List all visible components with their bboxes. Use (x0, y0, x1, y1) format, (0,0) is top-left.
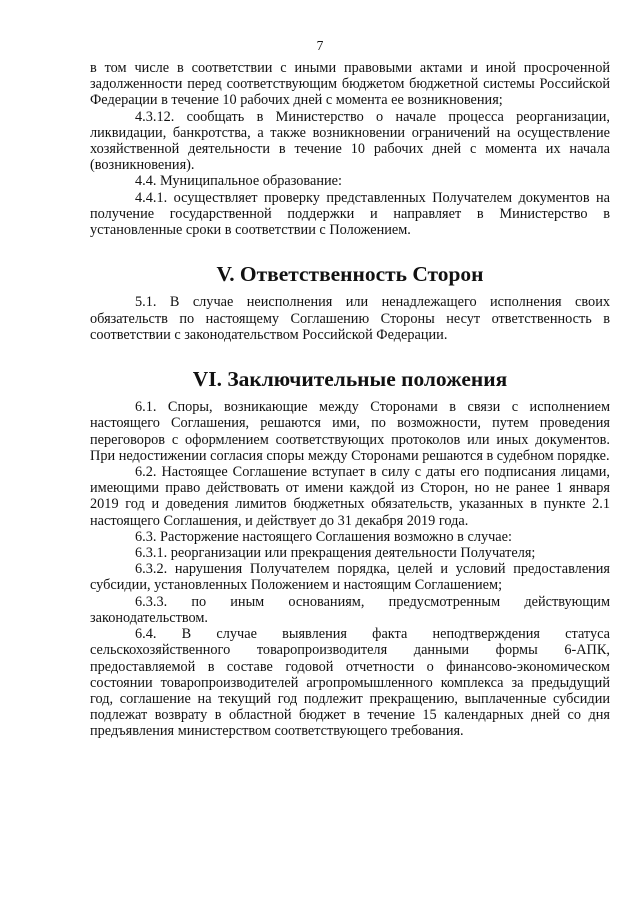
section-5-heading: V. Ответственность Сторон (216, 262, 484, 287)
paragraph-4-4-1: 4.4.1. осуществляет проверку представленных Получателем документов на получение государственной поддержки и направляет в Министерство в установленные сроки в соответствии с Положением. (90, 189, 610, 239)
paragraph-4-4: 4.4. Муниципальное образование: (135, 173, 342, 190)
paragraph-continuation: в том числе в соответствии с иными правовыми актами и иной просроченной задолженности перед соответствующим бюджетом бюджетной системы Российской Федерации в течение 10 рабочих дней с момента ее возникновения; (90, 60, 610, 109)
paragraph-6-3: 6.3. Расторжение настоящего Соглашения возможно в случае: (135, 528, 512, 545)
paragraph-5-1: 5.1. В случае неисполнения или ненадлежащего исполнения своих обязательств по настоящему Соглашению Стороны несут ответственность в соответствии с законодательством Российской Федерации. (90, 294, 610, 343)
paragraph-6-3-2: 6.3.2. нарушения Получателем порядка, целей и условий предоставления субсидии, установленных Положением и настоящим Соглашением; (90, 561, 610, 594)
paragraph-6-3-3: 6.3.3. по иным основаниям, предусмотренным действующим законодательством. (90, 593, 610, 626)
section-6-heading: VI. Заключительные положения (192, 367, 508, 392)
paragraph-4-3-12: 4.3.12. сообщать в Министерство о начале процесса реорганизации, ликвидации, банкротства, а также возникновении ограничений на осуществление хозяйственной деятельности в течение 10 рабочих дней с момента их начала (возникновения). (90, 108, 610, 174)
paragraph-6-2: 6.2. Настоящее Соглашение вступает в силу с даты его подписания лицами, имеющими право действовать от имени каждой из Сторон, но не ранее 1 января 2019 год и доведения лимитов бюджетных обязательств, указанных в пункте 2.1 настоящего Соглашения, и действует до 31 декабря 2019 года. (90, 464, 610, 529)
paragraph-6-1: 6.1. Споры, возникающие между Сторонами в связи с исполнением настоящего Соглашения, решаются ими, по возможности, путем проведения переговоров с оформлением соответствующих протоколов или иных документов. При недостижении согласия споры между Сторонами решаются в судебном порядке. (90, 399, 610, 464)
paragraph-6-4: 6.4. В случае выявления факта неподтверждения статуса сельскохозяйственного товаропроизводителя данными формы 6-АПК, предоставляемой в составе годовой отчетности о финансово-экономическом состоянии товаропроизводителей агропромышленного комплекса за предыдущий год, соглашение на текущий год подлежит прекращению, выплаченные субсидии подлежат возврату в областной бюджет в течение 15 календарных дней со дня предъявления министерством соответствующего требования. (90, 626, 610, 740)
paragraph-6-3-1: 6.3.1. реорганизации или прекращения деятельности Получателя; (135, 545, 536, 562)
page-number: 7 (316, 38, 324, 53)
document-body (90, 60, 610, 740)
